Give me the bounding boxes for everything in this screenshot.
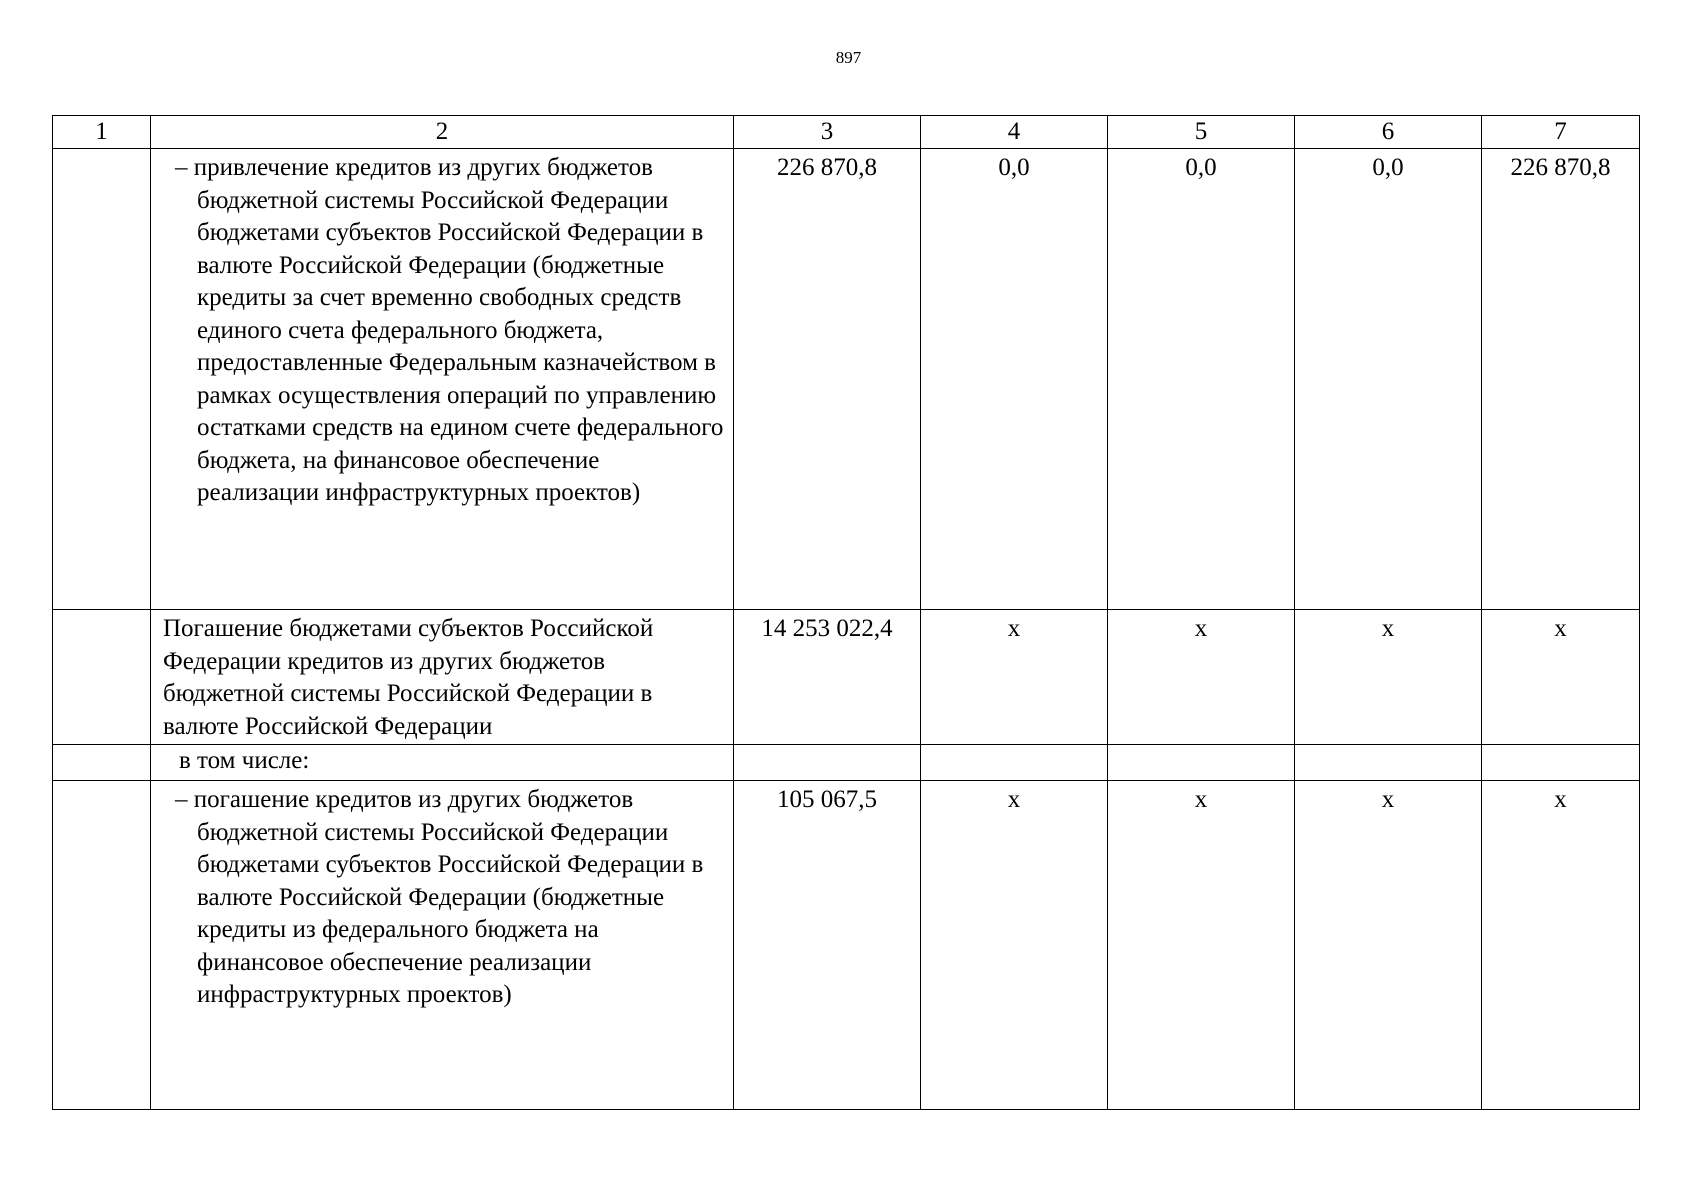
value-cell: х: [1108, 610, 1295, 745]
description-cell: [151, 781, 734, 1110]
value-cell: 226 870,8: [734, 149, 921, 610]
value-cell: [921, 745, 1108, 781]
value-cell: х: [921, 610, 1108, 745]
header-cell: 3: [734, 116, 921, 149]
row-number-cell: [53, 610, 151, 745]
budget-table: [52, 115, 1640, 1110]
header-cell: 4: [921, 116, 1108, 149]
page-number: 897: [835, 48, 862, 67]
table-row: [53, 781, 1640, 1110]
header-cell: 7: [1482, 116, 1640, 149]
header-cell: 1: [53, 116, 151, 149]
value-cell: 105 067,5: [734, 781, 921, 1110]
dash-marker: –: [175, 786, 188, 813]
value-cell: 0,0: [1108, 149, 1295, 610]
table-row: [53, 745, 1640, 781]
value-cell: 0,0: [1295, 149, 1482, 610]
row-number-cell: [53, 745, 151, 781]
value-cell: х: [1482, 781, 1640, 1110]
value-cell: х: [1295, 781, 1482, 1110]
value-cell: х: [1295, 610, 1482, 745]
dash-marker: –: [175, 154, 188, 181]
description-cell: в том числе:: [151, 745, 734, 781]
row-number-cell: [53, 149, 151, 610]
description-cell: Погашение бюджетами субъектов Российской Федерации кредитов из других бюджетов бюджетной системы Российской Федерации в валюте Российской Федерации: [151, 610, 734, 745]
header-cell: 6: [1295, 116, 1482, 149]
row-number-cell: [53, 781, 151, 1110]
value-cell: 14 253 022,4: [734, 610, 921, 745]
value-cell: [1295, 745, 1482, 781]
value-cell: [1108, 745, 1295, 781]
table-row: [53, 610, 1640, 745]
value-cell: 226 870,8: [1482, 149, 1640, 610]
description-text: привлечение кредитов из других бюджетов бюджетной системы Российской Федерации бюджетами субъектов Российской Федерации в валюте Российской Федерации (бюджетные кредиты за счет временно свободных средств единого счета федерального бюджета, предоставленные Федеральным казначейством в рамках осуществления операций по управлению остатками средств на едином счете федерального бюджета, на финансовое обеспечение реализации инфраструктурных проектов): [193, 154, 724, 506]
table-row: [53, 149, 1640, 610]
table-header-row: [53, 116, 1640, 149]
value-cell: [734, 745, 921, 781]
value-cell: х: [1108, 781, 1295, 1110]
value-cell: 0,0: [921, 149, 1108, 610]
header-cell: 5: [1108, 116, 1295, 149]
description-text: погашение кредитов из других бюджетов бюджетной системы Российской Федерации бюджетами субъектов Российской Федерации в валюте Российской Федерации (бюджетные кредиты из федерального бюджета на финансовое обеспечение реализации инфраструктурных проектов): [193, 786, 704, 1008]
value-cell: х: [1482, 610, 1640, 745]
value-cell: [1482, 745, 1640, 781]
value-cell: х: [921, 781, 1108, 1110]
header-cell: 2: [151, 116, 734, 149]
description-cell: [151, 149, 734, 610]
